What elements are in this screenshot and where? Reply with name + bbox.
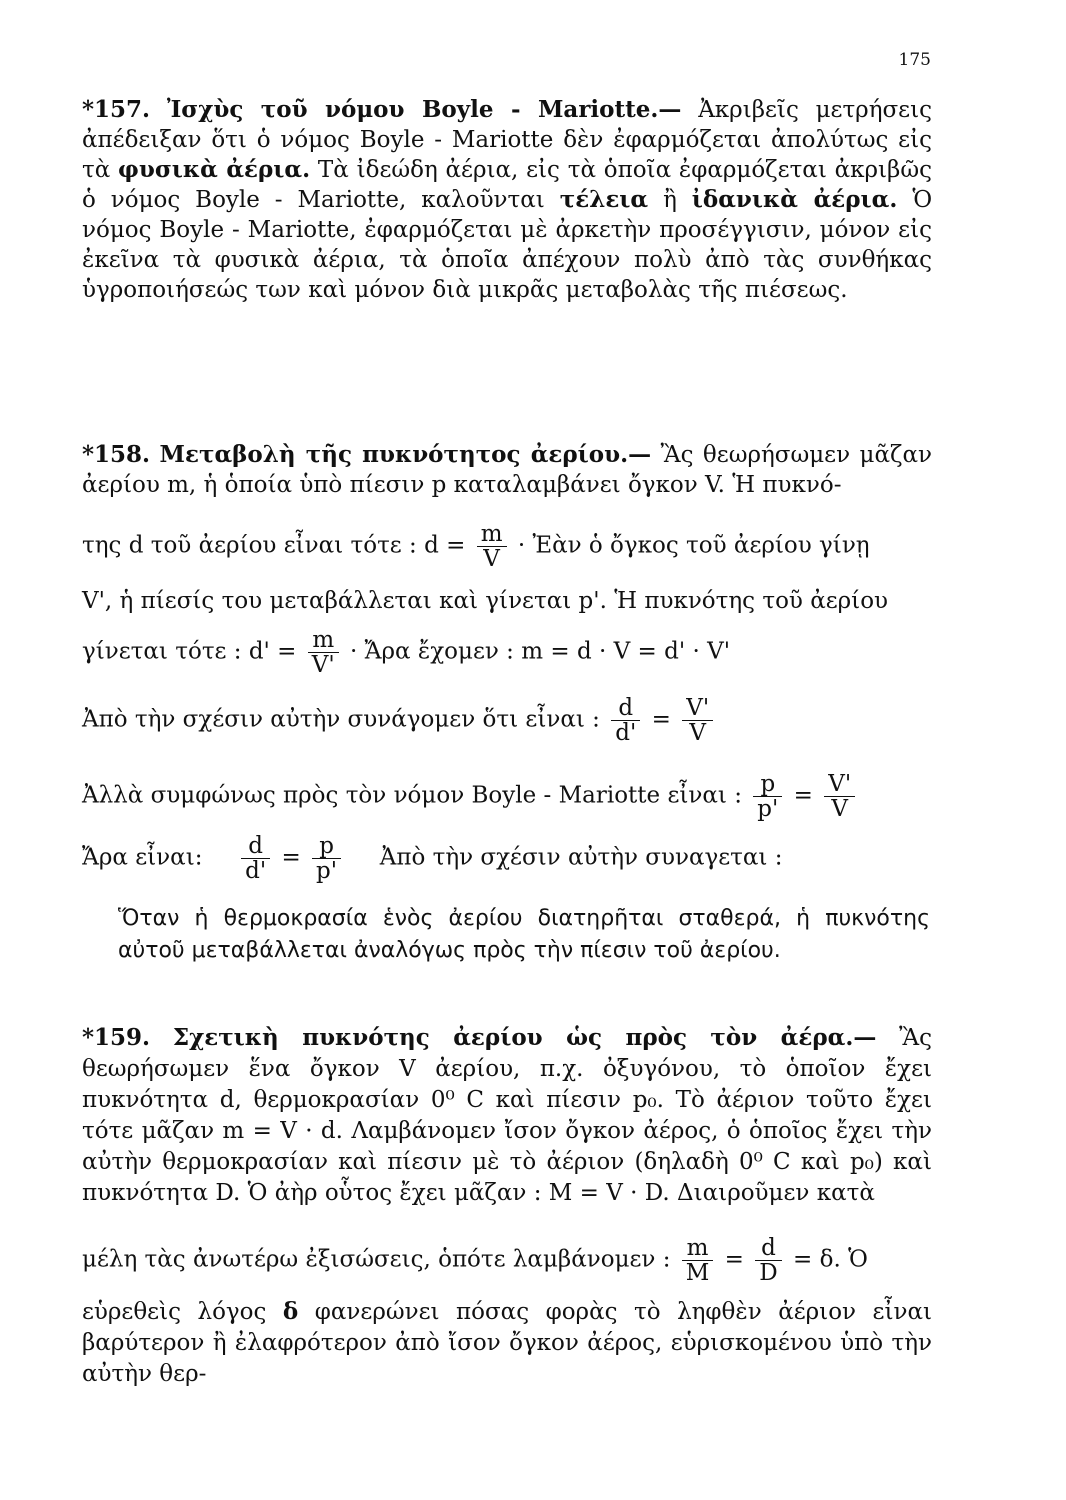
fraction-p-over-pprime: $\frac{p}{p'}$ — [753, 772, 782, 821]
formula-text: γίνεται τότε : d' = — [82, 638, 297, 665]
paragraph-text: Ἂς θεωρήσωμεν ἕνα ὄγκον V ἀερίου, π.χ. ὀξυγόνου, τὸ ὁποῖον ἔχει πυκνότητα d, θερμοκρασίαν 0⁰ C καὶ πίεσιν p₀. Τὸ ἀέριον τοῦτο ἔχει τότε μᾶζαν m = V · d. Λαμβάνομεν ἴσον ὄγκον ἀέρος, ὁ ὁποῖος ἔχει τὴν αὐτὴν θερμοκρασίαν καὶ πίεσιν μὲ τὸ ἀέριον (δηλαδὴ 0⁰ C καὶ p₀) καὶ πυκνότητα D. Ὁ ἀὴρ οὗτος ἔχει μᾶζαν : M = V · D. Διαιροῦμεν κατὰ — [82, 1025, 933, 1206]
ratio-line-3: Ἄρα εἶναι: $\frac{d}{d'}$ = $\frac{p}{p'}$ Ἀπὸ τὴν σχέσιν αὐτὴν συναγεται : — [82, 833, 783, 884]
fraction-m-over-vprime: $\frac{m}{V'}$ — [308, 628, 339, 677]
paragraph-text: Ὁ νόμος Boyle - Mariotte, ἐφαρμόζεται μὲ ἀρκετὴν προσέγγισιν, μόνον εἰς ἐκεῖνα τὰ φυσικὰ ἀέρια, τὰ ὁποῖα ἀπέχουν πολὺ ἀπὸ τὰς συνθήκας ὑγροποιήσεώς των καὶ μόνον διὰ μικρᾶς μεταβολὰς τῆς πιέσεως. — [82, 187, 933, 303]
paragraph-line: V', ἡ πίεσίς του μεταβάλλεται καὶ γίνεται p'. Ἡ πυκνότης τοῦ ἀερίου — [82, 588, 889, 614]
page-number: 175 — [898, 50, 931, 70]
paragraph-text: φανερώνει πόσας φορὰς τὸ ληφθὲν ἀέριον εἶναι βαρύτερον ἢ ἐλαφρότερον ἀπὸ ἴσον ὄγκον ἀέρος, εὑρισκομένου ὑπὸ τὴν αὐτὴν θερ- — [82, 1299, 932, 1387]
fraction-p-over-pprime: $\frac{p}{p'}$ — [312, 834, 341, 883]
section-number: *159. — [82, 1024, 151, 1051]
section-number: *158. — [82, 441, 151, 468]
relative-density-formula: μέλη τὰς ἀνωτέρω ἐξισώσεις, ὁπότε λαμβάνομεν : $\frac{m}{M}$ = $\frac{d}{D}$ = δ. Ὁ — [82, 1235, 868, 1286]
fraction-d-over-dprime: $\frac{d}{d'}$ — [241, 834, 270, 883]
paragraph-text: εὑρεθεὶς λόγος — [82, 1299, 267, 1325]
ratio-line-1: Ἀπὸ τὴν σχέσιν αὐτὴν συνάγομεν ὅτι εἶναι : $\frac{d}{d'}$ = $\frac{V'}{V}$ — [82, 696, 932, 745]
bold-term: ἰδανικὰ ἀέρια. — [691, 186, 898, 213]
formula-text: · Ἐὰν ὁ ὄγκος τοῦ ἀερίου γίνῃ — [517, 532, 870, 559]
density-formula-line-2 — [82, 628, 932, 677]
paragraph-text: Ἀκριβεῖς μετρήσεις ἀπέδειξαν ὅτι ὁ νόμος Boyle - Mariotte δὲν ἐφαρμόζεται ἀπολύτως εἰς τὰ — [82, 97, 932, 183]
section-159 — [82, 1022, 932, 1209]
section-title: Μεταβολὴ τῆς πυκνότητος ἀερίου.— — [159, 441, 652, 468]
paragraph-text: Τὰ ἰδεώδη ἀέρια, εἰς τὰ ὁποῖα ἐφαρμόζεται ἀκριβῶς ὁ νόμος Boyle - Mariotte, καλοῦνται — [82, 157, 932, 213]
formula-text: της d τοῦ ἀερίου εἶναι τότε : d = — [82, 532, 466, 559]
formula-text: Ἀλλὰ συμφώνως πρὸς τὸν νόμον Boyle - Mariotte εἶναι : — [82, 782, 742, 809]
formula-text: Ἀπὸ τὴν σχέσιν αὐτὴν συναγεται : — [379, 844, 783, 871]
formula-text: Ἄρα εἶναι: — [82, 844, 203, 871]
fraction-m-over-v: $\frac{m}{V}$ — [477, 522, 507, 571]
section-title: Ἰσχὺς τοῦ νόμου Boyle - Mariotte.— — [166, 96, 682, 123]
formula-text: · Ἄρα ἔχομεν : m = d · V = d' · V' — [350, 638, 731, 665]
bold-term: φυσικὰ ἀέρια. — [118, 156, 311, 183]
fraction-d-over-dprime: $\frac{d}{d'}$ — [611, 696, 640, 745]
density-formula-line — [82, 522, 932, 571]
formula-text: Ἀπὸ τὴν σχέσιν αὐτὴν συνάγομεν ὅτι εἶναι : — [82, 706, 600, 733]
section-159-continued — [82, 1296, 932, 1390]
section-158 — [82, 440, 932, 500]
section-157 — [82, 95, 932, 305]
paragraph-text: Ἂς θεωρήσωμεν μᾶζαν ἀερίου m, ἡ ὁποία ὑπὸ πίεσιν p καταλαμβάνει ὄγκον V. Ἡ πυκνό- — [82, 442, 932, 498]
fraction-m-over-M: $\frac{m}{M}$ — [682, 1236, 714, 1285]
section-title: Σχετικὴ πυκνότης ἀερίου ὡς πρὸς τὸν ἀέρα.— — [172, 1024, 877, 1051]
paragraph-text: ἢ — [663, 187, 677, 213]
formula-text: = δ. Ὁ — [793, 1246, 868, 1273]
bold-term: τέλεια — [559, 186, 649, 213]
fraction-vprime-over-v: $\frac{V'}{V}$ — [824, 772, 855, 821]
section-number: *157. — [82, 96, 151, 123]
fraction-vprime-over-v: $\frac{V'}{V}$ — [682, 696, 713, 745]
ratio-line-2: Ἀλλὰ συμφώνως πρὸς τὸν νόμον Boyle - Mariotte εἶναι : $\frac{p}{p'}$ = $\frac{V'}{V}$ — [82, 772, 932, 821]
rule-statement: Ὅταν ἡ θερμοκρασία ἑνὸς ἀερίου διατηρῆται σταθερά, ἡ πυκνότης αὐτοῦ μεταβάλλεται ἀναλόγως πρὸς τὴν πίεσιν τοῦ ἀερίου. — [118, 906, 930, 963]
formula-text: μέλη τὰς ἀνωτέρω ἐξισώσεις, ὁπότε λαμβάνομεν : — [82, 1246, 671, 1273]
bold-term: δ — [282, 1298, 299, 1325]
fraction-d-over-D: $\frac{d}{D}$ — [755, 1236, 781, 1285]
